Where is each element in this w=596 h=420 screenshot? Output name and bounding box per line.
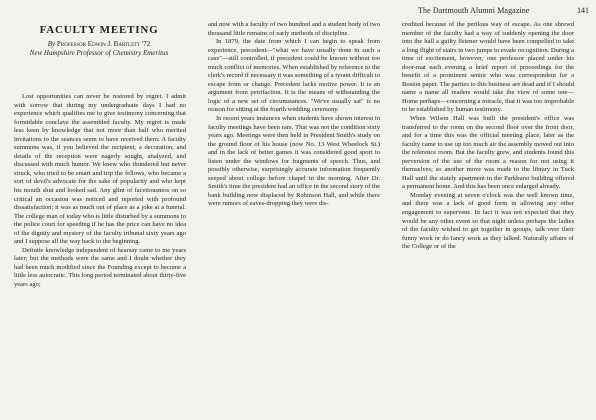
byline-prefix: By [47,40,56,48]
paragraph: Lost opportunities can never be restored by regret. I admit with sorrow that during my undergraduate days I had no experience which qualifies me to give testimony concerning that formidable conclave the assembled faculty. My regret is made less keen by knowledge that not more than half who merited invitations to the seances seem to have received them. A faculty summons was, if you believed the recipient, a decoration, and details of the reception were eagerly sought, analyzed, and discussed with much humor. We knew who thundered but never struck, who tried to be smart and trip the fellows, who became a sort of devil's advocate for the sake of popularity and who kept his mouth shut and looked sad. Any glint of facetiousness on so critical an occasion was noticed and reported with profound dissatisfaction; it was as much out of place as a joke at a funeral. The college man of today who is little disturbed by a summons to the police court for speeding if he has the price can have no idea of the dignity and mystery of the faculty tribunal sixty years ago and I suppose all the way back to the beginning. [14,93,186,246]
paragraph: When Wilson Hall was built the president's office was transferred to the room on the second floor over the front door, and for a time this was the official meeting place, later as the faculty came to use up too much air the assembly moved out into the reference room. But the faculty grew, and students found this perversion of the use of the room a reason for not using it themselves; so another move was made to the library in Tuck Hall until the stately apartment in the Parkhurst building offered a permanent home. And this has been once enlarged already. [402,115,574,191]
byline-name: Professor Edwin J. Bartlett '72 [56,40,151,48]
paragraph: credited because of the perilous way of escape. As one shrewd member of the faculty had a way of suddenly opening the door into the hall a guilty listener would have been compelled to take a long flight of stairs in two jumps to evade recognition. During a time of excitement, however, one professor placed under his door-mat each evening a brief report of proceedings for the benefit of a prominent senior who was correspondent for a Boston paper. The parties to this business are dead and if I should name a name all readers would take the view of some one—Home perhaps—concerning a miracle, that it was too improbable to be established by human testimony. [402,21,574,114]
text-column-3 [402,21,574,414]
text-column-2 [208,21,380,414]
paragraph: Monday evening at seven o'clock was the well known time, and there was a lack of good form in allowing any other engagement to supervene. In fact it was not expected that they would be any other event so that night unless perhaps the ladies of the faculty wished to get together in groups, talk over their funny work or do fancy work as they talked. Naturally affairs of the College or of the [402,191,574,251]
byline [12,40,186,49]
author-affiliation: New Hampshire Professor of Chemistry Emeritus [29,49,169,57]
paragraph: In 1879, the date from which I can begin to speak from experience, precedent—"what we have usually done in such a case"—still controlled, if precedent could be known without too much conflict of memories. When established by reference to the clerk's record if necessary it was something of a tyrant difficult to escape from or change. Precedent lacks motive power. It is an argument from petrifaction. It is the means of withstanding the logic of a new set of circumstances. "We've usually sat" is no reason for sitting at the fourth wedding ceremony. [208,38,380,114]
paragraph: In recent years instances when students have shown interest in faculty meetings have been rare. That was not the condition sixty years ago. Meetings were then held in President Smith's study on the ground floor of his house (now No. 13 West Wheelock St.) and in the lack of better games it was considered good sport to listen under the windows for fragments of speech. Thus, and possibly otherwise, surprisingly accurate information frequently seeped about college before chapel in the morning. After Dr. Smith's time the president had an office in the second story of the bank building now displaced by Robinson Hall, and while there were rumors of eaves-dropping they were dis- [208,115,380,208]
paragraph: Definite knowledge independent of hearsay came to me years later; but the methods were the same and I doubt whether they had been much modified since the Founding except to become a little less autocratic. This long period terminated about thirty-five years ago; [14,246,186,289]
paragraph: and now with a faculty of two hundred and a student body of two thousand little remains of early methods of discipline. [208,21,380,37]
article-title: FACULTY MEETING [39,24,159,36]
title-block [12,20,186,58]
running-head: The Dartmouth Alumni Magazine [418,6,530,15]
text-column-1 [14,93,186,413]
page-number: 141 [577,6,589,15]
